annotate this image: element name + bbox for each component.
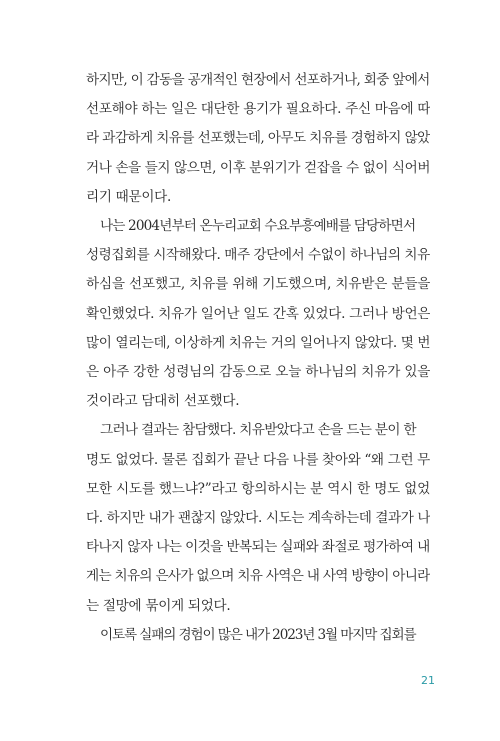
- text-line: 것이라고 담대히 선포했다.: [86, 393, 240, 410]
- paragraph-4: [86, 621, 430, 650]
- paragraph-3: [86, 416, 430, 620]
- text-line: 거나 손을 들지 않으면, 이후 분위기가 걷잡을 수 없이 식어버: [86, 159, 430, 176]
- text-line: 하지만, 이 감동을 공개적인 현장에서 선포하거나, 회중 앞에서: [86, 72, 430, 88]
- text-line: 모한 시도를 했느냐?”라고 항의하시는 분 역시 한 명도 없었: [86, 480, 430, 497]
- text-line: 확인했었다. 치유가 일어난 일도 간혹 있었다. 그러나 방언은: [86, 305, 430, 322]
- text-line: 다. 하지만 내가 괜찮지 않았다. 시도는 계속하는데 결과가 나: [86, 510, 430, 527]
- text-line: 라 과감하게 치유를 선포했는데, 아무도 치유를 경험하지 않았: [86, 130, 430, 147]
- text-line: 은 아주 강한 성령님의 감동으로 오늘 하나님의 치유가 있을: [86, 364, 430, 381]
- text-line: 명도 없었다. 물론 집회가 끝난 다음 나를 찾아와 “왜 그런 무: [86, 451, 430, 468]
- paragraph-1: [86, 66, 430, 212]
- text-line: 선포해야 하는 일은 대단한 용기가 필요하다. 주신 마음에 따: [86, 101, 430, 118]
- text-line: 타나지 않자 나는 이것을 반복되는 실패와 좌절로 평가하여 내: [86, 539, 430, 556]
- text-line: 많이 열리는데, 이상하게 치유는 거의 일어나지 않았다. 몇 번: [86, 334, 430, 351]
- text-line: 는 절망에 묶이게 되었다.: [86, 597, 231, 614]
- text-line: 리기 때문이다.: [86, 188, 172, 205]
- text-line: 게는 치유의 은사가 없으며 치유 사역은 내 사역 방향이 아니라: [86, 568, 430, 585]
- text-line: 하심을 선포했고, 치유를 위해 기도했으며, 치유받은 분들을: [86, 276, 430, 293]
- text-line: 성령집회를 시작해왔다. 매주 강단에서 수없이 하나님의 치유: [86, 247, 430, 264]
- text-line: 이토록 실패의 경험이 많은 내가 2023년 3월 마지막 집회를: [100, 626, 416, 643]
- text-line: 나는 2004년부터 온누리교회 수요부흥예배를 담당하면서: [100, 218, 416, 235]
- body-text: [86, 66, 430, 650]
- paragraph-2: [86, 212, 430, 416]
- text-line: 그러나 결과는 참담했다. 치유받았다고 손을 드는 분이 한: [100, 422, 416, 439]
- page-number: 21: [421, 674, 435, 687]
